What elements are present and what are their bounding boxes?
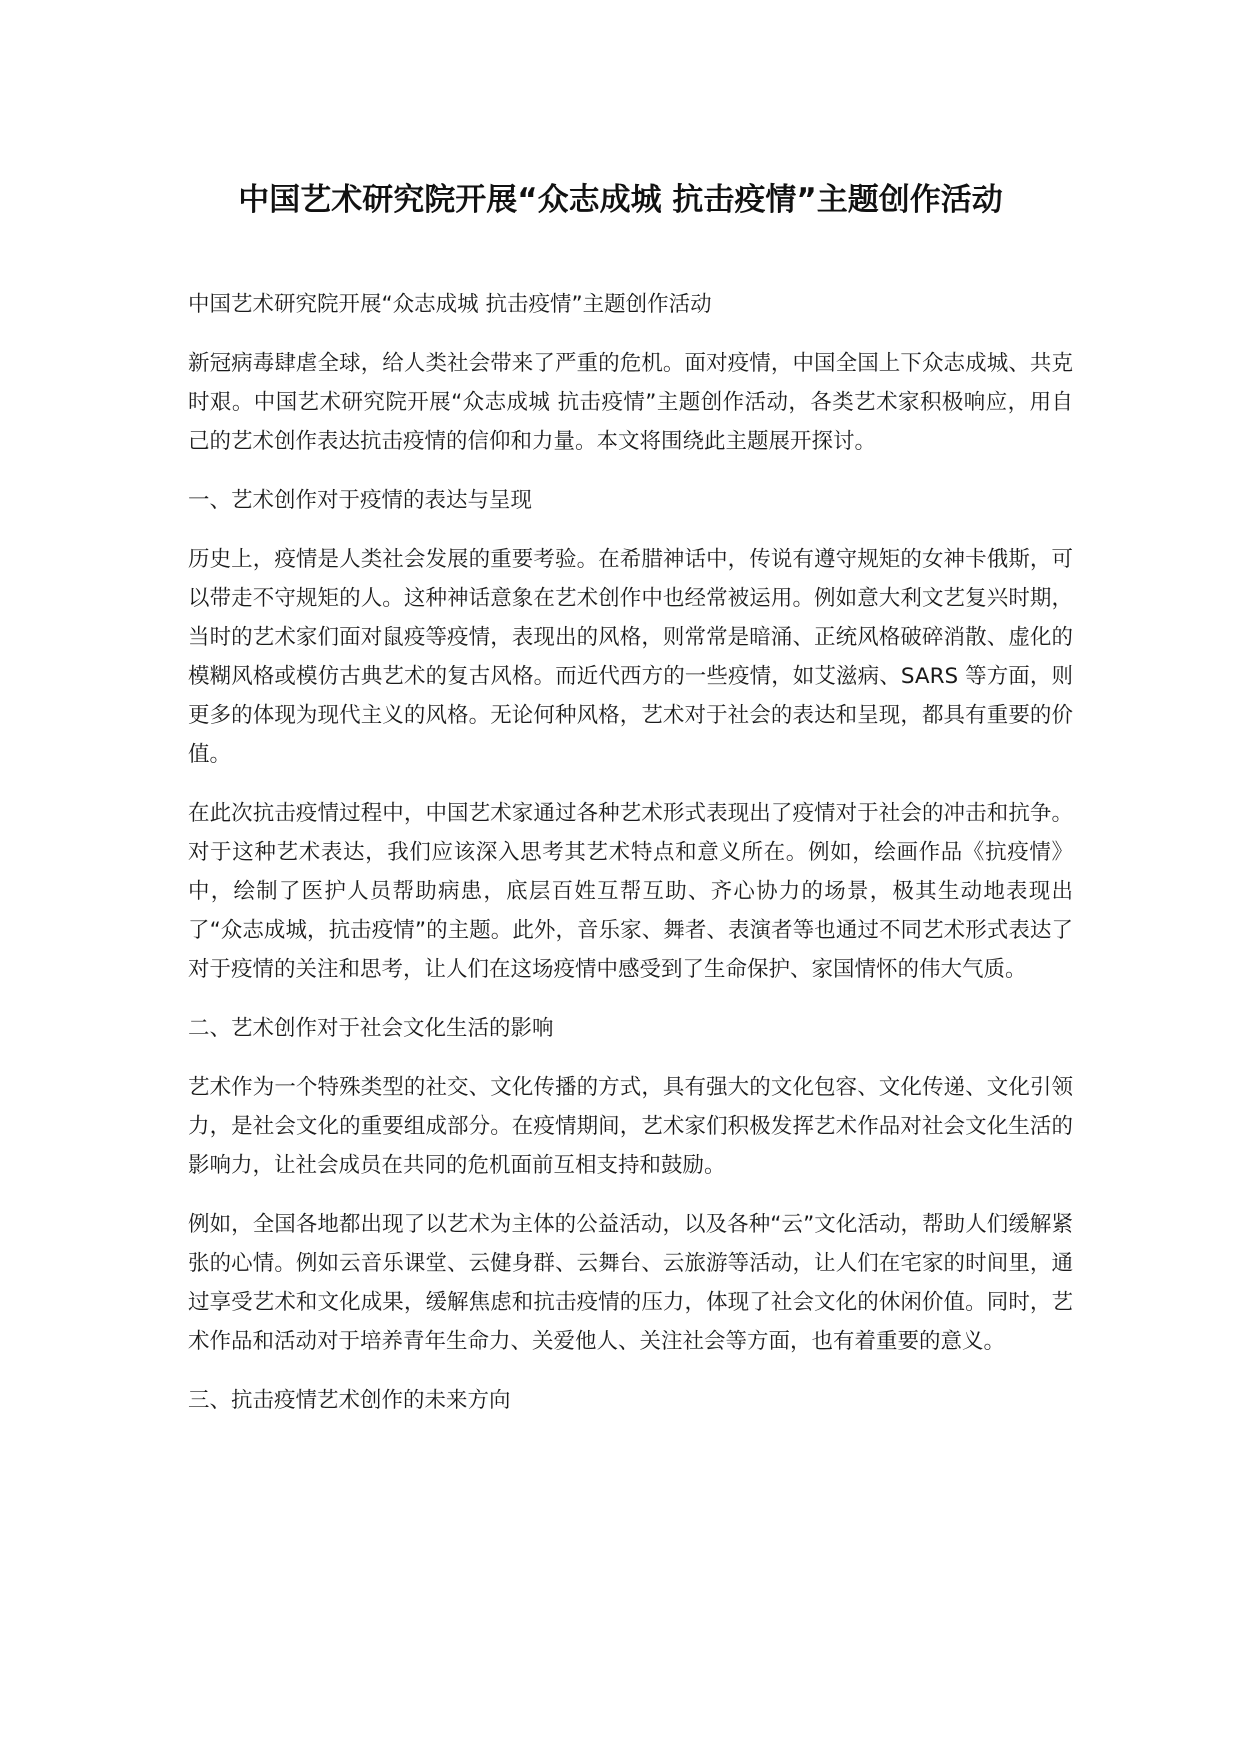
section-2-paragraph-2: 例如，全国各地都出现了以艺术为主体的公益活动，以及各种“云”文化活动，帮助人们缓解紧张的心情。例如云音乐课堂、云健身群、云舞台、云旅游等活动，让人们在宅家的时间里，通过享受艺术和文化成果，缓解焦虑和抗击疫情的压力，体现了社会文化的休闲价值。同时，艺术作品和活动对于培养青年生命力、关爱他人、关注社会等方面，也有着重要的意义。 (188, 1212, 1073, 1354)
section-1-paragraph-1: 历史上，疫情是人类社会发展的重要考验。在希腊神话中，传说有遵守规矩的女神卡俄斯，可以带走不守规矩的人。这种神话意象在艺术创作中也经常被运用。例如意大利文艺复兴时期，当时的艺术家们面对鼠疫等疫情，表现出的风格，则常常是暗涌、正统风格破碎消散、虚化的模糊风格或模仿古典艺术的复古风格。而近代西方的一些疫情，如艾滋病、SARS 等方面，则更多的体现为现代主义的风格。无论何种风格，艺术对于社会的表达和呈现，都具有重要的价值。 (188, 547, 1073, 767)
section-3-heading: 三、抗击疫情艺术创作的未来方向 (188, 1388, 511, 1413)
subtitle-line: 中国艺术研究院开展“众志成城 抗击疫情”主题创作活动 (188, 292, 712, 317)
section-2-paragraph-1: 艺术作为一个特殊类型的社交、文化传播的方式，具有强大的文化包容、文化传递、文化引领力，是社会文化的重要组成部分。在疫情期间，艺术家们积极发挥艺术作品对社会文化生活的影响力，让社会成员在共同的危机面前互相支持和鼓励。 (188, 1075, 1073, 1178)
document-title: 中国艺术研究院开展“众志成城 抗击疫情”主题创作活动 (238, 182, 1003, 218)
section-1-paragraph-2: 在此次抗击疫情过程中，中国艺术家通过各种艺术形式表现出了疫情对于社会的冲击和抗争。对于这种艺术表达，我们应该深入思考其艺术特点和意义所在。例如，绘画作品《抗疫情》中，绘制了医护人员帮助病患，底层百姓互帮互助、齐心协力的场景，极其生动地表现出了“众志成城，抗击疫情”的主题。此外，音乐家、舞者、表演者等也通过不同艺术形式表达了对于疫情的关注和思考，让人们在这场疫情中感受到了生命保护、家国情怀的伟大气质。 (188, 801, 1073, 982)
section-1-heading: 一、艺术创作对于疫情的表达与呈现 (188, 488, 533, 513)
section-2-heading: 二、艺术创作对于社会文化生活的影响 (188, 1016, 554, 1041)
intro-paragraph: 新冠病毒肆虐全球，给人类社会带来了严重的危机。面对疫情，中国全国上下众志成城、共克时艰。中国艺术研究院开展“众志成城 抗击疫情”主题创作活动，各类艺术家积极响应，用自己的艺术创作表达抗击疫情的信仰和力量。本文将围绕此主题展开探讨。 (188, 351, 1073, 454)
document-body (188, 285, 1073, 1440)
